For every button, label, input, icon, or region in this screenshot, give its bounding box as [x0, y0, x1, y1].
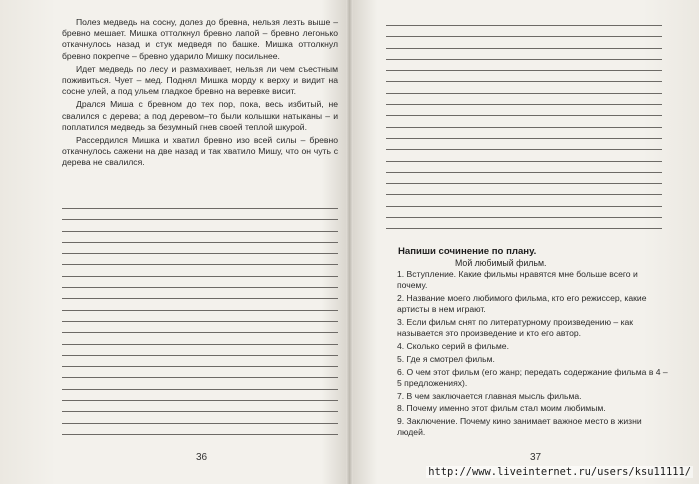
task-title: Напиши сочинение по плану. — [398, 246, 537, 257]
plan-item: 3. Если фильм снят по литературному произведению – как называется это произведение и кто его автор. — [397, 317, 634, 339]
story-paragraph: Идет медведь по лесу и размахивает, нельзя ли чем съестным поживиться. Чует – мед. Поднял Мишка морду к верху и видит на сосне улей, а под ульем гладкое бревно на веревке висит. — [62, 63, 338, 97]
plan-list — [397, 269, 669, 440]
writing-line — [386, 161, 662, 162]
writing-line — [386, 59, 662, 60]
writing-line — [62, 231, 338, 232]
writing-line — [386, 194, 662, 195]
story-paragraph: Полез медведь на сосну, долез до бревна, нельзя лезть выше – бревно мешает. Мишка оттолкнул бревно лапой – бревно легонько откачнулось назад и стук медведя по башке. Мишка оттолкнул бревно покрепче – бревно ударило Мишку посильнее. — [62, 17, 338, 61]
writing-line — [386, 138, 662, 139]
plan-item: 2. Название моего любимого фильма, кто его режиссер, какие артисты в нем играют. — [397, 293, 647, 315]
plan-item: 5. Где я смотрел фильм. — [397, 353, 495, 364]
plan-item: 8. Почему именно этот фильм стал моим любимым. — [397, 403, 606, 414]
plan-item: 1. Вступление. Какие фильмы нравятся мне больше всего и почему. — [397, 269, 638, 291]
right-page-number: 37 — [530, 452, 542, 463]
writing-line — [386, 115, 662, 116]
plan-heading: Мой любимый фильм. — [455, 258, 547, 268]
writing-line — [62, 253, 338, 254]
writing-line — [386, 127, 662, 128]
writing-line — [386, 228, 662, 229]
book-gutter — [346, 0, 353, 484]
writing-line — [62, 208, 338, 209]
writing-line — [386, 183, 662, 184]
writing-line — [62, 366, 338, 367]
writing-line — [386, 36, 662, 37]
writing-line — [62, 400, 338, 401]
plan-item: 4. Сколько серий в фильме. — [397, 341, 509, 351]
writing-line — [386, 172, 662, 173]
writing-line — [62, 287, 338, 288]
writing-line — [62, 219, 338, 220]
writing-line — [62, 310, 338, 311]
writing-line — [386, 149, 662, 150]
writing-line — [62, 332, 338, 333]
writing-line — [62, 377, 338, 378]
writing-line — [386, 206, 662, 207]
left-page-number: 36 — [196, 452, 208, 463]
story-paragraph: Рассердился Мишка и хватил бревно изо всей силы – бревно откачнулось сажени на две назад и так хватило Мишу, что он чуть с дерева не свалился. — [62, 135, 338, 168]
writing-line — [386, 48, 662, 49]
writing-line — [386, 93, 662, 94]
story-paragraph: Дрался Миша с бревном до тех пор, пока, весь избитый, не свалился с дерева; а под деревом–то были колышки натыканы – и поплатился медведь за безумный гнев своей теплой шкурой. — [62, 99, 338, 132]
writing-line — [62, 434, 338, 435]
writing-line — [62, 389, 338, 390]
plan-item: 7. В чем заключается главная мысль фильма. — [397, 390, 582, 401]
writing-line — [62, 298, 338, 299]
writing-line — [62, 344, 338, 345]
writing-line — [62, 355, 338, 356]
watermark-url: http://www.liveinternet.ru/users/ksu11111/ — [428, 466, 691, 478]
writing-line — [62, 276, 338, 277]
writing-line — [386, 25, 662, 26]
writing-line — [62, 321, 338, 322]
plan-item: 9. Заключение. Почему кино занимает важное место в жизни людей. — [397, 416, 642, 438]
writing-line — [386, 104, 662, 105]
story-text — [62, 17, 338, 171]
writing-line — [386, 70, 662, 71]
right-writing-lines — [386, 25, 662, 229]
writing-line — [62, 264, 338, 265]
writing-line — [386, 81, 662, 82]
writing-line — [62, 423, 338, 424]
left-writing-lines — [62, 208, 338, 435]
writing-line — [62, 411, 338, 412]
writing-line — [386, 217, 662, 218]
plan-item: 6. О чем этот фильм (его жанр; передать содержание фильма в 4 – 5 предложениях). — [397, 366, 668, 388]
writing-line — [62, 242, 338, 243]
